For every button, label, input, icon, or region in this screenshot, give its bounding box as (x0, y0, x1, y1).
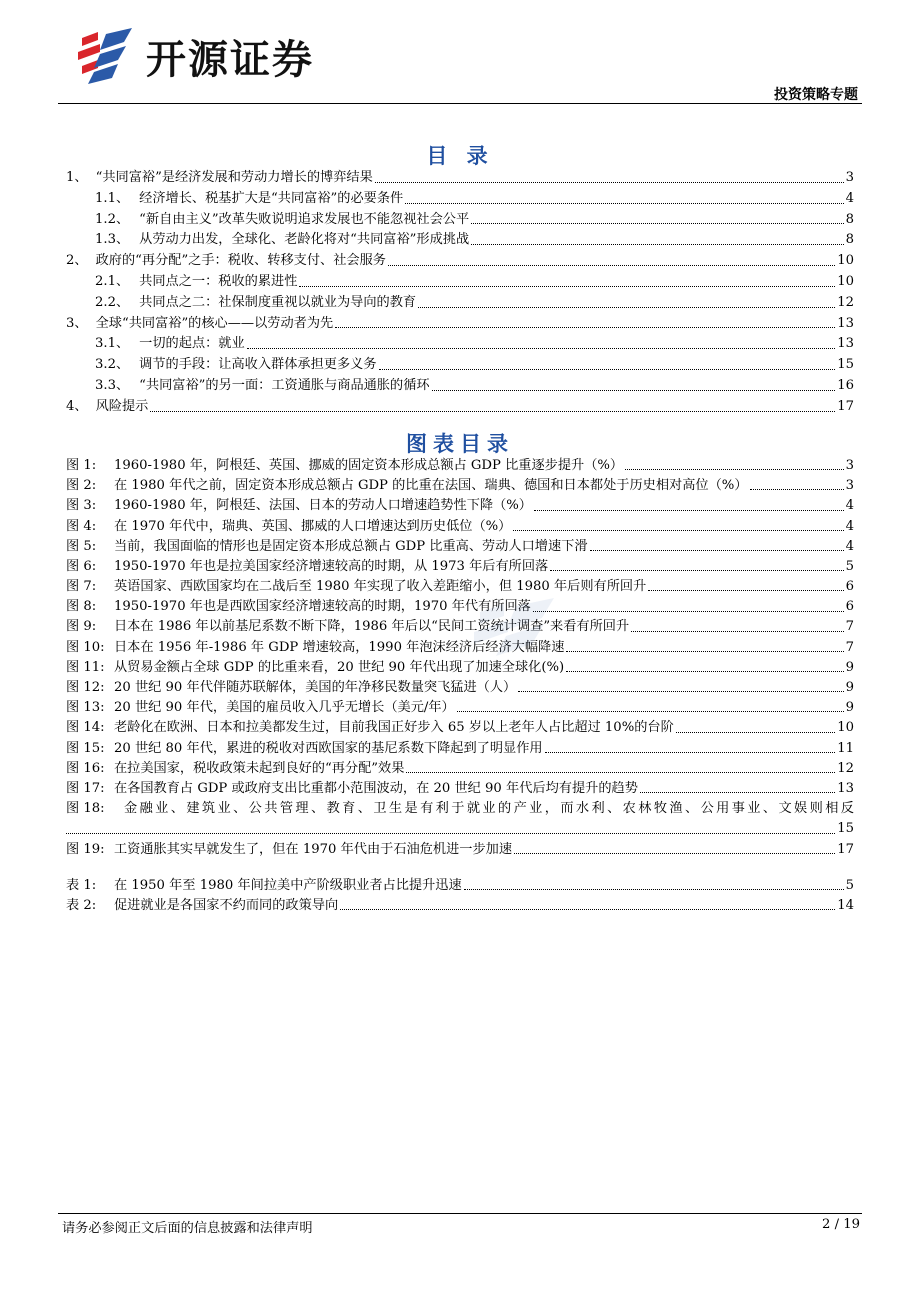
toc-entry[interactable] (66, 314, 854, 335)
toc-entry-number: 1.1、 (95, 190, 130, 206)
dot-leader (590, 550, 844, 551)
dot-leader (247, 348, 836, 349)
figure-entry-page: 3 (845, 478, 854, 494)
figure-entry-page: 7 (845, 619, 854, 635)
figure-entry-page: 4 (845, 538, 854, 554)
figure-entry-number: 图 12: (66, 680, 105, 696)
figures-title: 图表目录 (406, 432, 514, 456)
figure-entry-page: 4 (845, 498, 854, 514)
toc-entry-page: 3 (845, 170, 854, 185)
toc-entry-text: 经济增长、税基扩大是“共同富裕”的必要条件 (139, 190, 404, 206)
toc-entry-label (66, 314, 333, 335)
toc-entry-number: 2.2、 (95, 294, 130, 310)
figure-entry-text: 1950-1970 年也是西欧国家经济增速较高的时期，1970 年代有所回落 (114, 599, 531, 615)
figure-entry-page: 5 (845, 558, 854, 574)
dot-leader (534, 510, 844, 511)
figure-entry-number: 图 14: (66, 720, 105, 736)
figure-entry-page: 11 (837, 740, 854, 756)
figure-entry-page: 4 (845, 518, 854, 534)
dot-leader (340, 909, 835, 910)
figure-entry-text: 1960-1980 年，阿根廷、法国、日本的劳动人口增速趋势性下降（%） (114, 498, 532, 514)
figure-entry-text: 日本在 1986 年以前基尼系数不断下降，1986 年后以“民间工资统计调查”来看有所回升 (114, 619, 630, 635)
figure-entry-number: 图 4: (66, 518, 97, 534)
figure-entry-text: 老龄化在欧洲、日本和拉美都发生过，目前我国正好步入 65 岁以上老年人占比超过 10%的台阶 (114, 720, 674, 736)
figure-entry-page: 15 (837, 821, 854, 837)
dot-leader (471, 244, 843, 245)
dot-leader (405, 203, 843, 204)
footer-divider (58, 1213, 862, 1214)
figure-entry-number: 图 8: (66, 599, 97, 615)
figure-entry-text: 在各国教育占 GDP 或政府支出比重都小范围波动，在 20 世纪 90 年代后均有提升的趋势 (114, 780, 638, 796)
toc-entry-number: 1.3、 (95, 232, 130, 248)
dot-leader (648, 590, 843, 591)
dot-leader (625, 469, 844, 470)
footer-disclaimer: 请务必参阅正文后面的信息披露和法律声明 (62, 1221, 313, 1236)
figure-entry-text: 在拉美国家，税收政策未起到良好的“再分配”效果 (114, 760, 405, 776)
toc-title: 目 录 (426, 144, 494, 168)
figure-entry-page: 9 (845, 680, 854, 696)
toc-entry[interactable] (66, 376, 854, 397)
figure-entry-number: 图 11: (66, 659, 105, 675)
toc-entry-number: 3、 (66, 315, 88, 331)
dot-leader (550, 570, 843, 571)
figure-entry[interactable] (66, 718, 854, 738)
figure-entry[interactable] (66, 557, 854, 577)
dot-leader (457, 711, 844, 712)
figure-entry[interactable] (66, 456, 854, 476)
toc-entry[interactable] (66, 293, 854, 314)
toc-entry-label (66, 397, 148, 418)
toc-entry-label (95, 334, 245, 355)
dot-leader (335, 327, 835, 328)
figure-entry-number: 图 10: (66, 639, 105, 655)
figure-entry-text: 20 世纪 90 年代，美国的雇员收入几乎无增长（美元/年） (114, 700, 455, 716)
toc-entry-number: 2、 (66, 253, 88, 269)
toc-entry-text: 风险提示 (95, 398, 149, 414)
figure-entry-page: 6 (845, 599, 854, 615)
toc-entry[interactable] (66, 251, 854, 272)
toc-entry-text: 全球“共同富裕”的核心——以劳动者为先 (95, 315, 334, 331)
toc-entry[interactable] (66, 210, 854, 231)
toc-entry[interactable] (66, 397, 854, 418)
company-logo (76, 28, 356, 84)
toc-entry-page: 13 (837, 336, 854, 352)
figure-entry[interactable] (66, 476, 854, 496)
figure-entry-page: 12 (837, 760, 854, 776)
figure-entry-number: 图 19: (66, 841, 105, 857)
figure-entry[interactable] (66, 739, 854, 759)
dot-leader (518, 691, 843, 692)
header-divider (58, 103, 862, 104)
table-entry-text: 促进就业是各国家不约而同的政策导向 (114, 898, 339, 914)
figure-entry-text: 工资通胀其实早就发生了，但在 1970 年代由于石油危机进一步加速 (114, 841, 513, 857)
figure-entry-page: 10 (837, 720, 854, 736)
figure-entry-number: 图 6: (66, 558, 97, 574)
toc-entry-label (66, 251, 386, 272)
toc-entry-page: 8 (845, 211, 854, 227)
figure-entry-text: 20 世纪 80 年代，累进的税收对西欧国家的基尼系数下降起到了明显作用 (114, 740, 543, 756)
toc-entry-label (95, 376, 430, 397)
figure-entry-page: 6 (845, 579, 854, 595)
figure-entry-number: 图 13: (66, 700, 105, 716)
figure-entry-number: 图 1: (66, 457, 97, 473)
figure-entry-number: 图 3: (66, 498, 97, 514)
toc-entry-label (95, 272, 297, 293)
toc-entry-text: 调节的手段：让高收入群体承担更多义务 (139, 357, 377, 373)
figure-entry[interactable] (66, 517, 854, 537)
figure-entry-text: 当前，我国面临的情形也是固定资本形成总额占 GDP 比重高、劳动人口增速下滑 (114, 538, 588, 554)
toc-entry-page: 15 (837, 357, 854, 373)
toc-entry-text: “共同富裕”是经济发展和劳动力增长的博弈结果 (95, 170, 373, 185)
figure-entry-text: 20 世纪 90 年代伴随苏联解体，美国的年净移民数量突飞猛进（人） (114, 680, 517, 696)
toc-entry-text: 共同点之二：社保制度重视以就业为导向的教育 (139, 294, 417, 310)
figure-entry-page: 7 (845, 639, 854, 655)
dot-leader (406, 772, 835, 773)
figure-entry[interactable] (66, 799, 854, 819)
toc-entry-text: 政府的“再分配”之手：税收、转移支付、社会服务 (95, 253, 386, 269)
toc-entry-page: 10 (837, 253, 854, 269)
toc-entry-text: 从劳动力出发，全球化、老龄化将对“共同富裕”形成挑战 (139, 232, 470, 248)
logo-mark-icon (76, 28, 138, 84)
figure-entry[interactable] (66, 759, 854, 779)
figure-entry[interactable] (66, 698, 854, 718)
figure-entry-number: 图 17: (66, 780, 105, 796)
dot-leader (640, 792, 835, 793)
dot-leader (418, 307, 835, 308)
toc-entry-text: “新自由主义”改革失败说明追求发展也不能忽视社会公平 (139, 211, 470, 227)
figure-entry-number: 图 2: (66, 478, 97, 494)
figure-entry[interactable] (66, 678, 854, 698)
figure-entry[interactable] (66, 537, 854, 557)
figure-entry-page: 3 (845, 457, 854, 473)
watermark-logo (470, 598, 790, 668)
figure-entry-text: 1960-1980 年，阿根廷、英国、挪威的固定资本形成总额占 GDP 比重逐步提升（%） (114, 457, 624, 473)
toc-entry-page: 8 (845, 232, 854, 248)
figure-entry-number: 图 16: (66, 760, 105, 776)
dot-leader (566, 671, 843, 672)
dot-leader (676, 732, 835, 733)
toc-entry[interactable] (66, 272, 854, 293)
figure-entry-page: 9 (845, 700, 854, 716)
toc-entry-page: 10 (837, 273, 854, 289)
dot-leader (471, 223, 843, 224)
table-entry-page: 5 (845, 877, 854, 893)
figure-entry-page: 13 (837, 780, 854, 796)
figure-entry-number: 图 9: (66, 619, 97, 635)
toc-entry-text: 一切的起点：就业 (139, 336, 245, 352)
figure-entry-text: 1950-1970 年也是拉美国家经济增速较高的时期，从 1973 年后有所回落 (114, 558, 549, 574)
document-type: 投资策略专题 (774, 87, 858, 103)
toc-entry[interactable] (66, 230, 854, 251)
company-name: 开源证券 (146, 36, 314, 83)
toc-entry-label (95, 189, 403, 210)
dot-leader (388, 265, 835, 266)
dot-leader (464, 889, 844, 890)
figure-entry[interactable] (66, 779, 854, 799)
dot-leader (432, 390, 836, 391)
toc-entry-number: 3.3、 (95, 377, 130, 393)
table-entry[interactable] (66, 896, 854, 916)
dot-leader (513, 530, 843, 531)
toc-entry-label (95, 293, 416, 314)
figure-entry-number: 图 18: (66, 801, 105, 817)
figure-entry[interactable] (66, 840, 854, 860)
table-entry[interactable] (66, 876, 854, 896)
dot-leader (375, 182, 844, 183)
toc-entry[interactable] (66, 334, 854, 355)
dot-leader (514, 853, 835, 854)
toc-entry-text: 共同点之一：税收的累进性 (139, 273, 298, 289)
toc-entry-number: 3.1、 (95, 336, 130, 352)
figure-entry-number: 图 7: (66, 579, 97, 595)
dot-leader (299, 286, 835, 287)
toc-entry-label (95, 355, 377, 376)
toc-entry-text: “共同富裕”的另一面：工资通胀与商品通胀的循环 (139, 377, 430, 393)
figure-entry-text: 日本在 1956 年-1986 年 GDP 增速较高，1990 年泡沫经济后经济大幅降速 (114, 639, 565, 655)
figure-entry-number: 图 5: (66, 538, 97, 554)
figure-entry-number: 图 15: (66, 740, 105, 756)
figure-entry-continuation[interactable] (66, 819, 854, 839)
toc-entry[interactable] (66, 189, 854, 210)
figure-entry-page: 9 (845, 659, 854, 675)
table-entry-number: 表 1: (66, 877, 97, 893)
figure-entry[interactable] (66, 577, 854, 597)
page-number: 2 / 19 (822, 1217, 860, 1232)
table-list (66, 876, 854, 916)
figure-entry-text: 在 1970 年代中，瑞典、英国、挪威的人口增速达到历史低位（%） (114, 518, 512, 534)
table-entry-text: 在 1950 年至 1980 年间拉美中产阶级职业者占比提升迅速 (114, 877, 462, 893)
dot-leader (750, 489, 844, 490)
toc-entry-number: 1、 (66, 170, 88, 185)
dot-leader (66, 833, 835, 834)
figure-entry-page: 17 (837, 841, 854, 857)
figure-entry-text: 英语国家、西欧国家均在二战后至 1980 年实现了收入差距缩小，但 1980 年后则有所回升 (114, 579, 647, 595)
dot-leader (150, 411, 835, 412)
dot-leader (545, 752, 836, 753)
toc-entry-page: 13 (837, 315, 854, 331)
table-entry-number: 表 2: (66, 898, 97, 914)
page-header (0, 0, 920, 105)
dot-leader (379, 369, 836, 370)
table-entry-page: 14 (837, 898, 854, 914)
figure-entry-text: 在 1980 年代之前，固定资本形成总额占 GDP 的比重在法国、瑞典、德国和日本都处于历史相对高位（%） (114, 478, 748, 494)
toc-entry-page: 4 (845, 190, 854, 206)
toc-entry[interactable] (66, 168, 854, 189)
figure-entry-text: 金融业、建筑业、公共管理、教育、卫生是有利于就业的产业，而水利、农林牧渔、公用事业、文娱则相反 (124, 801, 854, 817)
toc-entry[interactable] (66, 355, 854, 376)
table-of-contents (66, 168, 854, 418)
toc-entry-label (66, 168, 373, 189)
toc-entry-page: 12 (837, 294, 854, 310)
toc-entry-number: 3.2、 (95, 357, 130, 373)
toc-entry-label (95, 210, 469, 231)
figure-entry[interactable] (66, 496, 854, 516)
toc-entry-label (95, 230, 469, 251)
toc-entry-number: 2.1、 (95, 273, 130, 289)
toc-entry-number: 4、 (66, 398, 88, 414)
toc-entry-page: 17 (837, 398, 854, 414)
figure-entry-text: 从贸易金额占全球 GDP 的比重来看，20 世纪 90 年代出现了加速全球化(%) (114, 659, 565, 675)
toc-entry-page: 16 (837, 377, 854, 393)
toc-entry-number: 1.2、 (95, 211, 130, 227)
